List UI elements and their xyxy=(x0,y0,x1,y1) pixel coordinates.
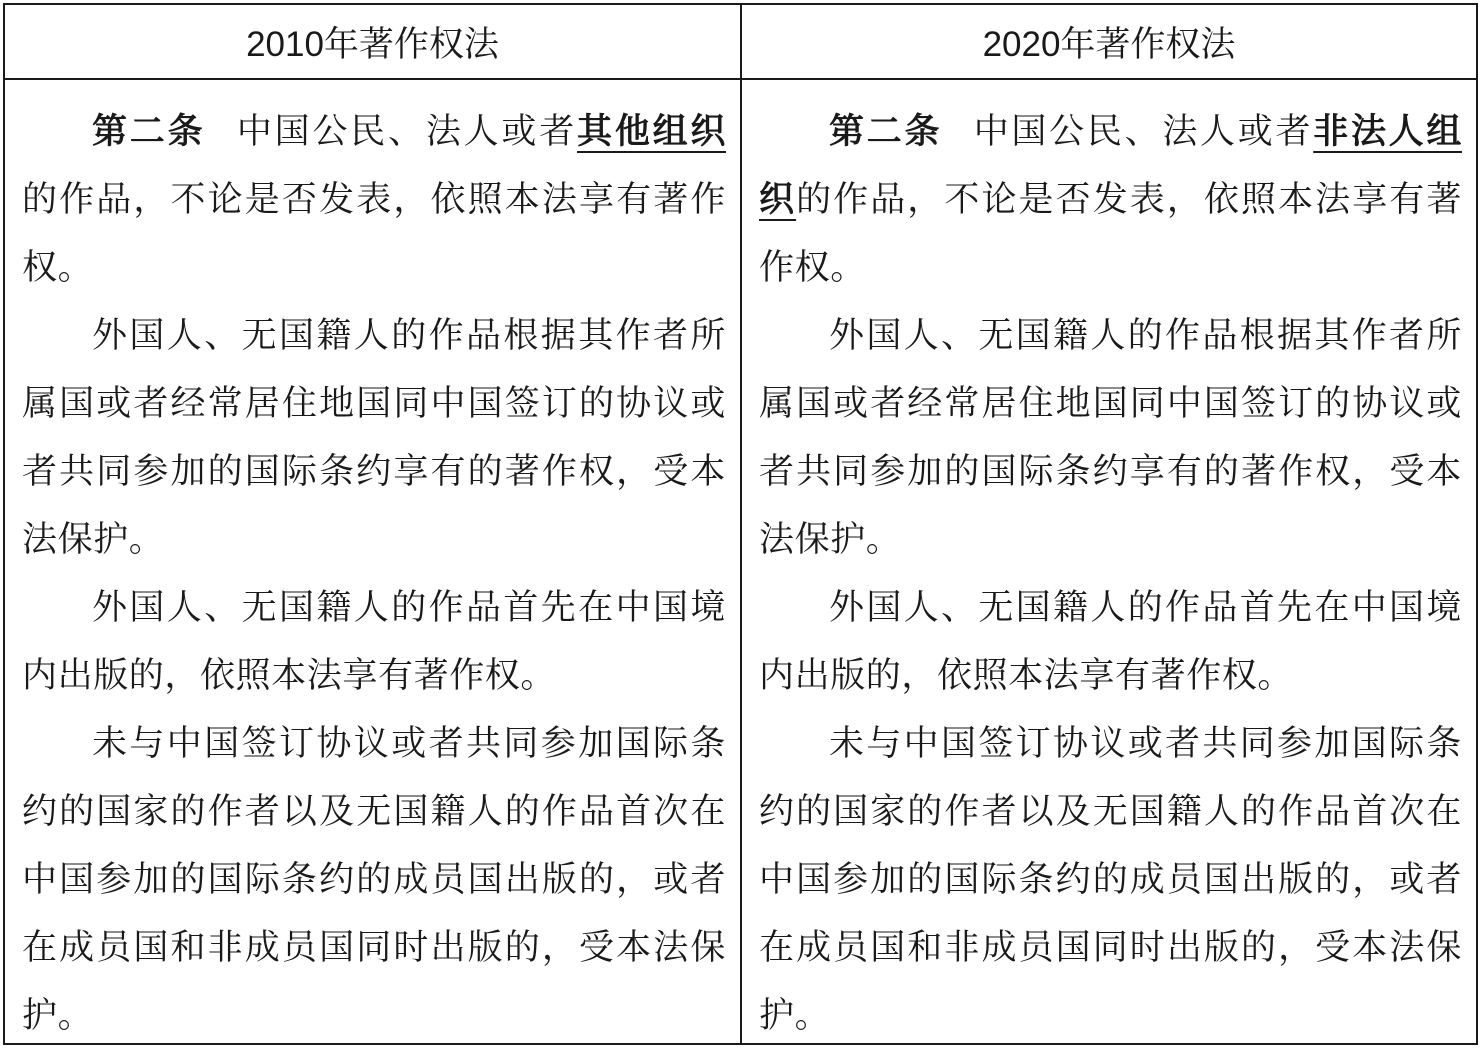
header-2010-law: 2010年著作权法 xyxy=(5,5,742,80)
paragraph-article-2 xyxy=(22,98,726,302)
comparison-table xyxy=(3,3,1478,1045)
text-segment: 的作品，不论是否发表，依照本法享有著作权。 xyxy=(759,180,1462,288)
paragraph-4: 未与中国签订协议或者共同参加国际条约的国家的作者以及无国籍人的作品首次在中国参加的国际条约的成员国出版的，或者在成员国和非成员国同时出版的，受本法保护。 xyxy=(759,724,1462,1036)
article-number: 第二条 xyxy=(829,112,943,152)
paragraph-4: 未与中国签订协议或者共同参加国际条约的国家的作者以及无国籍人的作品首次在中国参加的国际条约的成员国出版的，或者在成员国和非成员国同时出版的，受本法保护。 xyxy=(22,724,726,1036)
header-2020-law: 2020年著作权法 xyxy=(742,5,1476,80)
highlighted-term: 其他组织 xyxy=(577,112,727,152)
cell-2010-law xyxy=(5,80,742,1043)
highlighted-term: 非法人组织 xyxy=(759,112,1462,220)
cell-2020-law xyxy=(742,80,1476,1043)
paragraph-3: 外国人、无国籍人的作品首先在中国境内出版的，依照本法享有著作权。 xyxy=(759,588,1462,696)
text-segment: 中国公民、法人或者 xyxy=(236,112,578,152)
paragraph-2: 外国人、无国籍人的作品根据其作者所属国或者经常居住地国同中国签订的协议或者共同参加的国际条约享有的著作权，受本法保护。 xyxy=(759,316,1462,560)
paragraph-article-2 xyxy=(759,98,1462,302)
paragraph-2: 外国人、无国籍人的作品根据其作者所属国或者经常居住地国同中国签订的协议或者共同参加的国际条约享有的著作权，受本法保护。 xyxy=(22,316,726,560)
article-number: 第二条 xyxy=(92,112,206,152)
paragraph-3: 外国人、无国籍人的作品首先在中国境内出版的，依照本法享有著作权。 xyxy=(22,588,726,696)
text-segment: 中国公民、法人或者 xyxy=(973,112,1314,152)
text-segment: 的作品，不论是否发表，依照本法享有著作权。 xyxy=(22,180,726,288)
